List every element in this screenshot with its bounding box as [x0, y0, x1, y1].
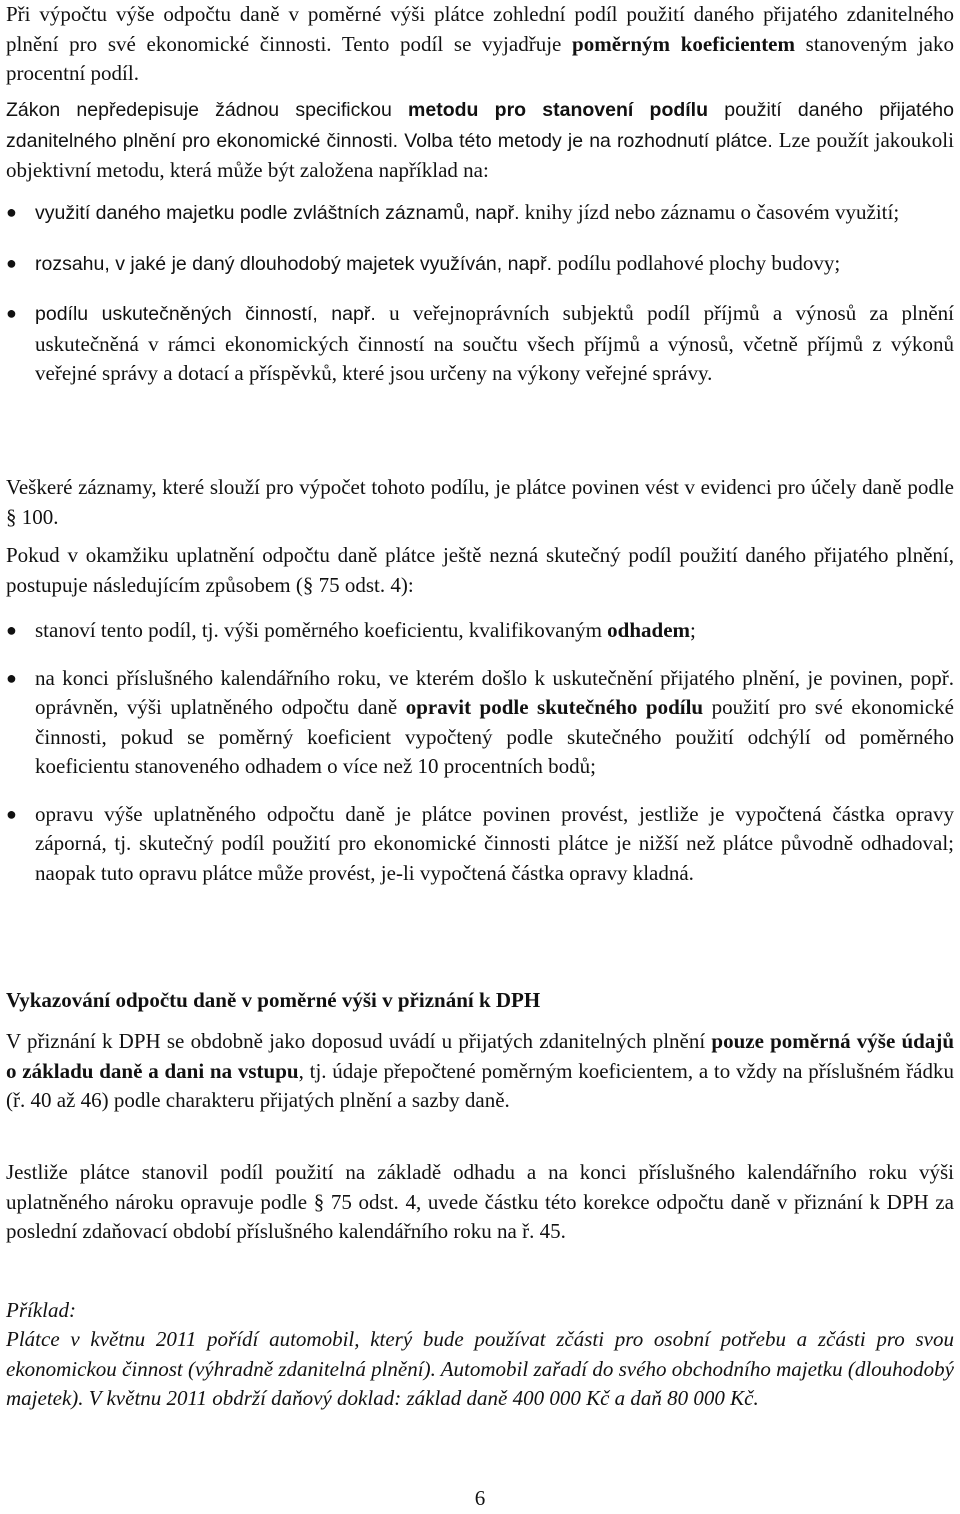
- list-item: [6, 664, 954, 782]
- bullet-icon: ●: [6, 252, 17, 273]
- p1-bold: poměrným koeficientem: [572, 31, 795, 56]
- p5-text-a: V přiznání k DPH se obdobně jako doposud uvádí u přijatých zdanitelných plnění: [6, 1029, 712, 1053]
- p5-text-c: , tj. údaje přepočtené poměrným koeficientem, a to vždy na příslušném řádku (ř. 40 až 46) podle charakteru přijatých plnění a sazby daně.: [6, 1058, 954, 1112]
- page-number: 6: [474, 1486, 486, 1510]
- example-text: Plátce v květnu 2011 pořídí automobil, který bude používat zčásti pro osobní potřebu a zčásti pro svou ekonomickou činnost (výhradně zdanitelná plnění). Automobil zařadí do svého obchodního majetku (dlouhodobý majetek). V květnu 2011 obdrží daňový doklad: základ daně 400 000 Kč a daň 80 000 Kč.: [6, 1327, 954, 1410]
- paragraph-coefficient: [6, 0, 954, 89]
- paragraph-records: Veškeré záznamy, které slouží pro výpočet tohoto podílu, je plátce povinen vést v evidenci pro účely daně podle § 100.: [6, 475, 954, 529]
- p1-text-c: stanoveným jako procentní podíl.: [6, 31, 954, 85]
- list-item: [6, 299, 954, 389]
- bullet-icon: ●: [6, 303, 17, 323]
- list-item: [6, 249, 954, 280]
- paragraph-procedure: Pokud v okamžiku uplatnění odpočtu daně plátce ještě nezná skutečný podíl použití daného přijatého plnění, postupuje následujícím způsobem (§ 75 odst. 4):: [6, 543, 954, 597]
- list2-item3-a: opravu výše uplatněného odpočtu daně je plátce povinen provést, jestliže je vypočtená částka opravy záporná, tj. skutečný podíl použití pro ekonomické činnosti plátce je nižší než plátce původně odhadoval; naopak tuto opravu plátce může provést, je-li vypočtená částka opravy kladná.: [35, 801, 954, 885]
- list1-item3-a: podílu uskutečněných činností, např.: [35, 303, 376, 325]
- bullet-icon: ●: [6, 202, 17, 222]
- p2-text-a: Zákon nepředepisuje žádnou specifickou: [6, 99, 409, 121]
- p2-text-d: Volba této metody je na rozhodnutí plátce.: [398, 129, 773, 152]
- list2-item2-c: použití pro své ekonomické činnosti, pokud se poměrný koeficient vypočtený podle skutečného použití odchýlí od poměrného koeficientu stanoveného odhadem o více než 10 procentních bodů;: [35, 695, 954, 778]
- p2-text-c: použití daného přijatého zdanitelného plnění pro ekonomické činnosti.: [6, 99, 954, 152]
- list-item: [6, 616, 954, 646]
- list1-item1-b: knihy jízd nebo záznamu o časovém využití;: [519, 200, 900, 224]
- section-heading: Vykazování odpočtu daně v poměrné výši v přiznání k DPH: [6, 988, 541, 1012]
- p2-bold: metodu pro stanovení podílu: [408, 99, 709, 121]
- example-label: Příklad:: [6, 1298, 76, 1322]
- list2-item1-c: ;: [690, 618, 696, 642]
- procedure-list: [6, 616, 954, 888]
- paragraph-method: [6, 95, 954, 186]
- list2-item2-bold: opravit podle skutečného podílu: [405, 695, 704, 719]
- list2-item1-a: stanoví tento podíl, tj. výši poměrného koeficientu, kvalifikovaným: [35, 618, 608, 642]
- list2-item1-bold: odhadem: [607, 618, 691, 642]
- list-item: [6, 198, 954, 229]
- bullet-icon: ●: [6, 803, 17, 824]
- paragraph-correction: Jestliže plátce stanovil podíl použití na základě odhadu a na konci příslušného kalendářního roku výši uplatněného nároku opravuje podle § 75 odst. 4, uvede částku této korekce odpočtu daně v přiznání k DPH za poslední zdaňovací období příslušného kalendářního roku na ř. 45.: [6, 1160, 954, 1243]
- list1-item1-a: využití daného majetku podle zvláštních záznamů, např.: [35, 202, 520, 224]
- method-list: [6, 198, 954, 389]
- list1-item2-b: podílu podlahové plochy budovy;: [552, 250, 841, 275]
- p5-bold: pouze poměrná výše údajů o základu daně a dani na vstupu: [6, 1029, 954, 1083]
- list-item: [6, 800, 954, 889]
- list1-item2-a: rozsahu, v jaké je daný dlouhodobý majetek využíván, např.: [35, 252, 553, 275]
- p1-text-a: Při výpočtu výše odpočtu daně v poměrné výši plátce zohlední podíl použití daného přijatého zdanitelného plnění pro své ekonomické činnosti. Tento podíl se vyjadřuje: [6, 2, 954, 56]
- list1-item3-b: u veřejnoprávních subjektů podíl příjmů a výnosů za plnění uskutečněná v rámci ekonomických činností na součtu všech příjmů a výnosů, včetně příjmů z výkonů veřejné správy a dotací a příspěvků, které jsou určeny na výkony veřejné správy.: [35, 301, 954, 385]
- p2-text-e: Lze použít jakoukoli objektivní metodu, která může být založena například na:: [6, 127, 954, 182]
- bullet-icon: ●: [6, 620, 17, 640]
- paragraph-vat-return: [6, 1027, 954, 1116]
- list2-item2-a: na konci příslušného kalendářního roku, ve kterém došlo k uskutečnění přijatého plnění, je povinen, popř. oprávněn, výši uplatněného odpočtu daně: [35, 665, 954, 719]
- bullet-icon: ●: [6, 667, 17, 688]
